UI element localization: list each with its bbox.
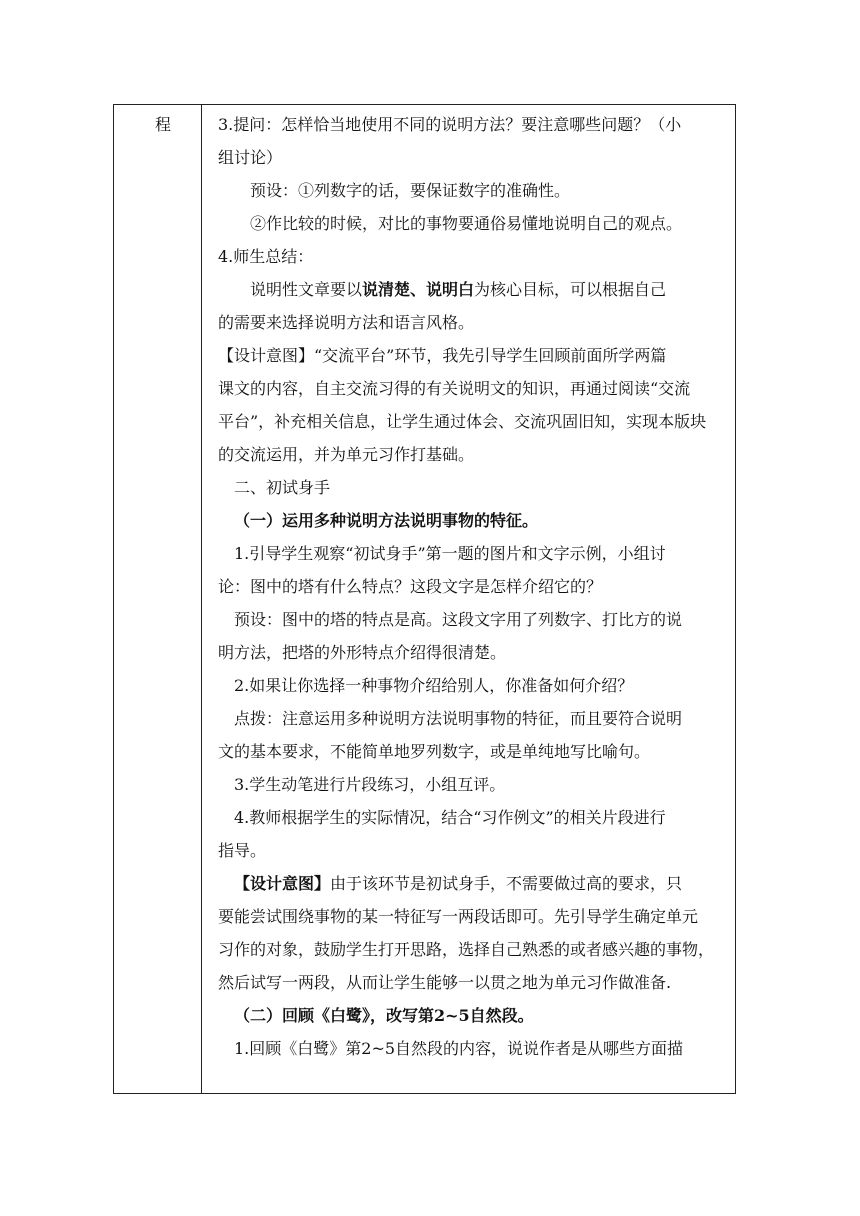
text-line: 点拨：注意运用多种说明方法说明事物的特征，而且要符合说明 [234,709,683,728]
design-intent-label: 【设计意图】 [234,874,331,893]
text-line: 课文的内容，自主交流习得的有关说明文的知识，再通过阅读“交流 [218,379,691,398]
text-line: 的需要来选择说明方法和语言风格。 [218,313,475,332]
design-intent-text: 由于该环节是初试身手，不需要做过高的要求，只 [330,874,683,893]
text-line: 平台”，补充相关信息，让学生通过体会、交流巩固旧知，实现本版块 [218,412,707,431]
subsection-heading: （一）运用多种说明方法说明事物的特征。 [234,511,539,530]
text-line: 1.回顾《白鹭》第2~5自然段的内容，说说作者是从哪些方面描 [234,1039,684,1058]
text-line: 预设：①列数字的话，要保证数字的准确性。 [250,181,571,200]
text-line: 2.如果让你选择一种事物介绍给别人，你准备如何介绍？ [234,676,634,695]
section-heading: 二、初试身手 [234,478,331,497]
text-line: 论：图中的塔有什么特点？这段文字是怎样介绍它的？ [218,577,603,596]
text-line: 然后试写一两段，从而让学生能够一以贯之地为单元习作做准备. [218,973,672,992]
text-line: 3.提问：怎样恰当地使用不同的说明方法？要注意哪些问题？（小 [218,115,682,134]
design-intent-line: 【设计意图】“交流平台”环节，我先引导学生回顾前面所学两篇 [218,346,667,365]
content-cell [202,105,735,1093]
summary-emphasis: 说清楚、说明白 [362,280,475,299]
text-line: ②作比较的时候，对比的事物要通俗易懂地说明自己的观点。 [250,214,683,233]
summary-text-a: 说明性文章要以 [250,280,363,299]
text-line: 指导。 [218,841,267,860]
text-line: 要能尝试围绕事物的某一特征写一两段话即可。先引导学生确定单元 [218,907,699,926]
text-line: 1.引导学生观察“初试身手”第一题的图片和文字示例，小组讨 [234,544,666,563]
text-line: 4.师生总结： [218,247,314,266]
text-line: 组讨论） [218,148,283,167]
summary-text-b: 为核心目标，可以根据自己 [474,280,667,299]
summary-line [250,278,666,302]
text-line: 明方法，把塔的外形特点介绍得很清楚。 [218,643,507,662]
text-line: 4.教师根据学生的实际情况，结合“习作例文”的相关片段进行 [234,808,666,827]
text-line: 文的基本要求，不能简单地罗列数字，或是单纯地写比喻句。 [218,742,651,761]
row-label: 程 [155,115,172,134]
lesson-plan-table [113,104,736,1094]
text-line: 预设：图中的塔的特点是高。这段文字用了列数字、打比方的说 [234,610,683,629]
row-label-cell [114,105,201,1093]
subsection-heading: （二）回顾《白鹭》，改写第2~5自然段。 [234,1006,534,1025]
text-line: 3.学生动笔进行片段练习，小组互评。 [234,775,506,794]
text-line: 的交流运用，并为单元习作打基础。 [218,445,475,464]
design-intent-line [234,872,682,896]
text-line: 习作的对象，鼓励学生打开思路，选择自己熟悉的或者感兴趣的事物， [218,940,715,959]
